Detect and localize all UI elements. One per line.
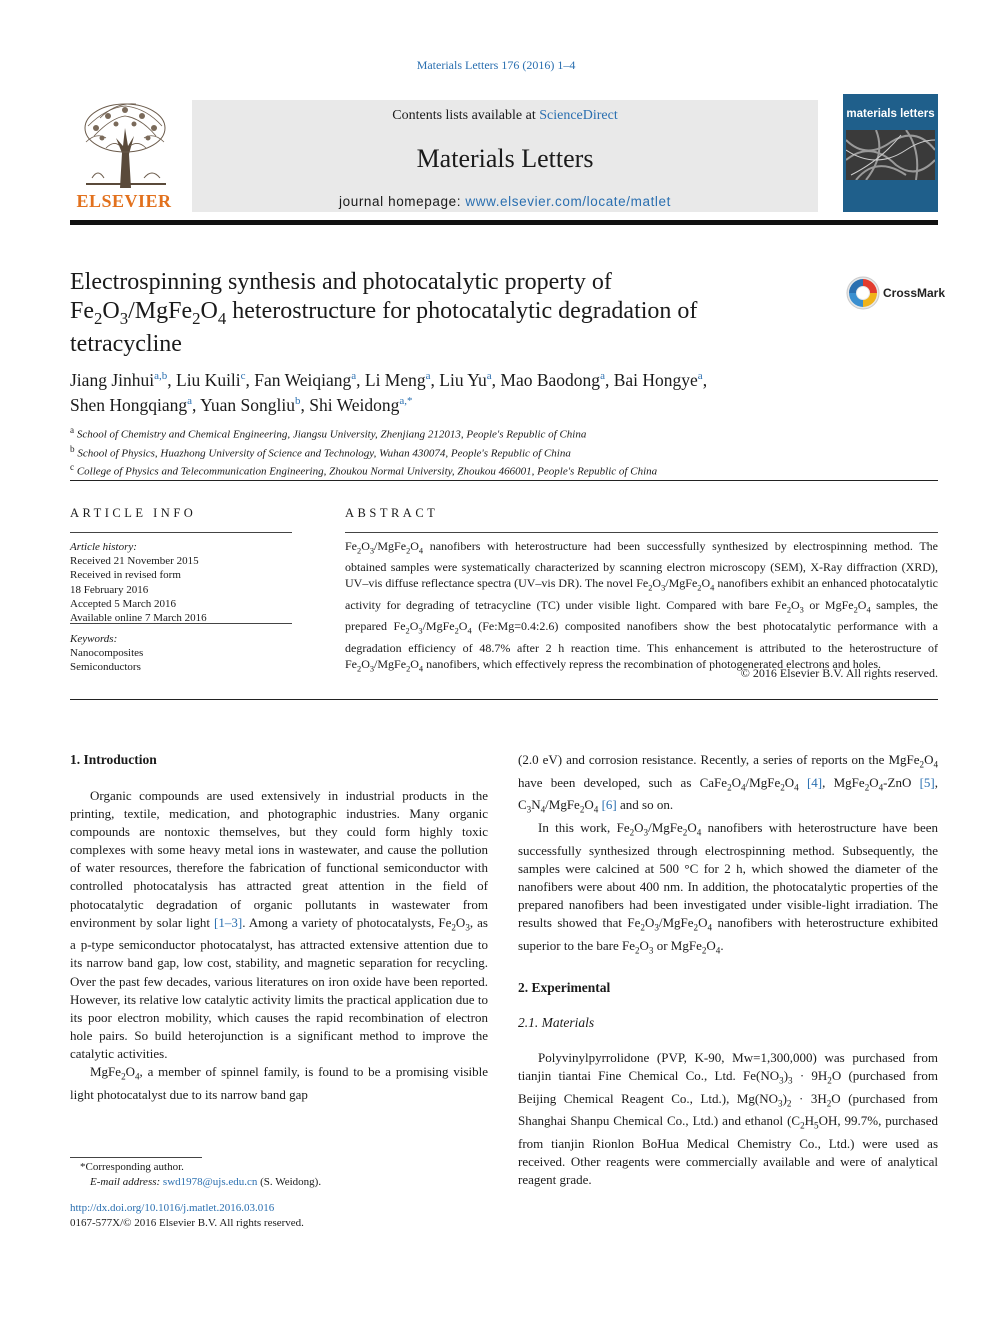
affiliation-text: School of Chemistry and Chemical Engineering, Jiangsu University, Zhenjiang 212013, People's Republic of China [76, 428, 587, 441]
author-name: Jiang Jinhui [70, 370, 155, 390]
divider [70, 532, 292, 533]
crossmark-badge[interactable] [846, 274, 946, 314]
elsevier-wordmark: ELSEVIER [76, 191, 172, 211]
doi-link[interactable]: http://dx.doi.org/10.1016/j.matlet.2016.03.016 [70, 1202, 275, 1214]
keywords-label: Keywords: [70, 633, 118, 645]
paragraph: Organic compounds are used extensively in industrial products in the printing, textile, medication, and photographic industries. Many organic compounds are nontoxic themselves, but they could form highly toxic complexes with some heavy metal ions in wastewater, and cause the pollution of water resources, therefore the fabrication of functional semiconductor with controlled photocatalysis has attracted great attention in the field of photocatalytic degradation of organic pollutants in wastewater from environment by solar light [1–3]. Among a variety of photocatalysts, $Fe_2O_3$, as a p-type semiconductor photocatalyst, has attracted extensive attention due to its narrow band gap, low cost, stability, and magnetic separation for recycling. Over the past few decades, various literatures on iron oxide have been reported. However, its relative low catalytic activity limits the practical application due to its poor electron mobility, which causes the rapid recombination of electron hole pairs. So build heterojunction is a significant method to improve the catalytic activities. [70, 788, 488, 1061]
reference-link[interactable]: [5] [919, 774, 935, 790]
contents-line [192, 108, 818, 124]
abstract-body: $Fe_2O_3/MgFe_2O_4$ nanofibers with heterostructure had been successfully synthesized by electrospinning method. The obtained samples were systematically characterized by scanning electron microscopy (SEM), X-Ray diffraction (XRD), UV–vis diffuse reflectance spectra (UV–vis DR). The novel $Fe_2O_3/MgFe_2O_4$ nanofibers exhibit an enhanced photocatalytic activity for degrading of tetracycline (TC) under visible light. Compared with bare $Fe_2O_3$ or $MgFe_2O_4$ samples, the prepared $Fe_2O_3/MgFe_2O_4$ (Fe:Mg=0.4:2.6) composited nanofibers show the best photocatalytic performance with a degradation efficiency of 48.7% after 2 h reaction time. This enhancement is attributed to the heterostructure of $Fe_2O_3/MgFe_2O_4$ nanofibers, which effectively repress the recombination of photogenerated electrons and holes. [345, 539, 938, 673]
author-name: Shen Hongqiang [70, 394, 188, 415]
journal-name: Materials Letters [416, 144, 594, 173]
affiliation-item [70, 423, 938, 442]
introduction-body [70, 787, 488, 1104]
author-affiliation-link[interactable]: a [486, 370, 492, 383]
affiliation-text: School of Physics, Huazhong University of Science and Technology, Wuhan 430074, People's Republic of China [77, 447, 571, 460]
homepage-line [192, 194, 818, 209]
elsevier-tree-icon [76, 98, 174, 190]
affiliation-key: b [70, 443, 75, 454]
author-name: Yuan Songliu [200, 394, 295, 415]
affiliation-key: a [70, 425, 75, 435]
cover-title: materials letters [846, 108, 935, 120]
author-affiliation-link[interactable]: c [240, 370, 246, 383]
author-name: Shi Weidong [309, 394, 400, 415]
crossmark-label: CrossMark [883, 286, 946, 300]
reference-link[interactable]: [6] [601, 797, 617, 813]
author-affiliation-link[interactable]: a [600, 370, 605, 383]
author-affiliation-link[interactable]: a,* [399, 394, 413, 407]
history-item: Accepted 5 March 2016 [70, 597, 176, 610]
author-name: Fan Weiqiang [254, 370, 352, 390]
divider [345, 532, 938, 533]
reference-link[interactable]: [1–3] [214, 914, 243, 930]
header-divider [70, 220, 938, 225]
author-name: Liu Kuili [176, 370, 241, 390]
article-history [70, 540, 292, 625]
author-name: Bai Hongye [613, 370, 698, 390]
keyword-item: Semiconductors [70, 661, 141, 674]
journal-cover[interactable] [843, 94, 938, 212]
footnote-divider [70, 1157, 202, 1158]
divider [70, 699, 938, 700]
history-item: Received in revised form [70, 569, 181, 582]
corresponding-author-note: *Corresponding author. [80, 1161, 184, 1173]
reference-link[interactable]: [4] [806, 774, 823, 790]
homepage-prefix: journal homepage: [339, 194, 466, 209]
crossmark-icon [846, 276, 880, 310]
journal-citation[interactable]: Materials Letters 176 (2016) 1–4 [416, 58, 576, 72]
author-affiliation-link[interactable]: a [697, 370, 703, 383]
author-affiliation-link[interactable]: a,b [154, 370, 168, 383]
email-label: E-mail address: [90, 1176, 163, 1188]
section-heading-experimental: 2. Experimental [518, 980, 611, 995]
doi-block [70, 1201, 488, 1230]
history-label: Article history: [70, 541, 137, 553]
author-affiliation-link[interactable]: a [425, 370, 431, 383]
section-heading-introduction: 1. Introduction [70, 752, 157, 767]
email-note [70, 1175, 488, 1190]
abstract-heading: ABSTRACT [345, 506, 439, 520]
title-line-2-text: heterostructure for photocatalytic degradation of [226, 298, 698, 325]
author-name: Li Meng [364, 370, 426, 390]
sciencedirect-link[interactable]: ScienceDirect [539, 108, 618, 123]
affiliation-item [70, 460, 938, 479]
title-line-2: $Fe_2O_3/MgFe_2O_4$ heterostructure for photocatalytic degradation of [70, 298, 698, 329]
article-title [70, 268, 830, 359]
email-link[interactable]: swd1978@ujs.edu.cn [162, 1176, 258, 1188]
author-affiliation-link[interactable]: a [187, 394, 193, 407]
paragraph: In this work, $Fe_2O_3/MgFe_2O_4$ nanofibers with heterostructure have been successfully synthesized through electrospinning method. Subsequently, the samples were calcined at 500 °C for 2 h, which showed the diameter of the nanofibers were about 400 nm. In addition, the photocatalytic properties of the prepared nanofibers had been investigated under visible-light irradiation. The results showed that $Fe_2O_3/MgFe_2O_4$ nanofibers with heterostructure exhibited superior to the bare $Fe_2O_3$ or $MgFe_2O_4$. [518, 820, 938, 956]
history-item: 18 February 2016 [70, 583, 149, 596]
author-name: Mao Baodong [500, 370, 601, 390]
paragraph: Polyvinylpyrrolidone (PVP, K-90, Mw=1,300,000) was purchased from tianjin tiantai Fine Chemical Co., Ltd. $Fe(NO_3)_3 \cdot 9H_2O$ (purchased from Beijing Chemical Reagent Co., Ltd.), $Mg(NO_3)_2 \cdot 3H_2O$ (purchased from Shanghai Shanpu Chemical Co., Ltd.) and ethanol ($C_2H_5OH$, 99.7%, purchased from tianjin Rionlon BoHua Medical Chemistry Co., Ltd.) were used as received. Other reagents were commercially available and were of analytical reagent grade. [518, 1050, 939, 1188]
elsevier-logo[interactable] [70, 94, 188, 212]
title-line-1: Electrospinning synthesis and photocatalytic property of [70, 269, 612, 295]
cover-micrograph-image [846, 130, 935, 180]
homepage-link[interactable]: www.elsevier.com/locate/matlet [465, 194, 671, 209]
paragraph: (2.0 eV) and corrosion resistance. Recently, a series of reports on the $MgFe_2O_4$ have been developed, such as $CaFe_2O_4/MgFe_2O_4$ [4], $MgFe_2O_4$-ZnO [5], $C_3N_4/MgFe_2O_4$ [6] and so on. [518, 752, 938, 815]
author-name: Liu Yu [439, 370, 487, 390]
affiliation-text: College of Physics and Telecommunication Engineering, Zhoukou Normal University, Zhoukou 466001, People's Republic of China [76, 465, 658, 478]
footnotes [70, 1160, 488, 1190]
author-list: Jiang Jinhui$^{a,b}$, Liu Kuili$^c$, Fan Weiqiang$^a$, Li Meng$^a$, Liu Yu$^a$, Mao Baodong$^a$, Bai Hongye$^a$, Shen Hongqiang$^a$, Yuan Songliu$^b$, Shi Weidong$^{a,*}$ [70, 370, 708, 415]
affiliation-list [70, 423, 938, 479]
author-affiliation-link[interactable]: a [351, 370, 357, 383]
paragraph: $MgFe_2O_4$, a member of spinnel family, is found to be a promising visible light photocatalyst due to its narrow band gap [70, 1064, 488, 1102]
corresponding-label: Corresponding author. [85, 1161, 184, 1173]
author-affiliation-link[interactable]: b [294, 394, 301, 407]
materials-body [518, 1049, 938, 1189]
contents-prefix: Contents lists available at [392, 108, 540, 123]
email-suffix: (S. Weidong). [257, 1176, 322, 1188]
article-info-heading: ARTICLE INFO [70, 506, 197, 520]
issn-line: 0167-577X/© 2016 Elsevier B.V. All rights reserved. [70, 1216, 304, 1229]
introduction-body-continued [518, 751, 938, 960]
abstract-copyright: © 2016 Elsevier B.V. All rights reserved. [740, 666, 938, 680]
subsection-heading-materials: 2.1. Materials [518, 1015, 595, 1030]
affiliation-item [70, 442, 938, 461]
history-item: Received 21 November 2015 [70, 555, 199, 568]
keywords [70, 632, 292, 675]
title-line-3: tetracycline [70, 330, 182, 357]
keyword-item: Nanocomposites [70, 647, 144, 660]
affiliation-key: c [70, 462, 75, 473]
journal-banner [192, 100, 818, 212]
history-item: Available online 7 March 2016 [70, 612, 207, 625]
divider [70, 480, 938, 481]
journal-masthead [70, 94, 938, 216]
